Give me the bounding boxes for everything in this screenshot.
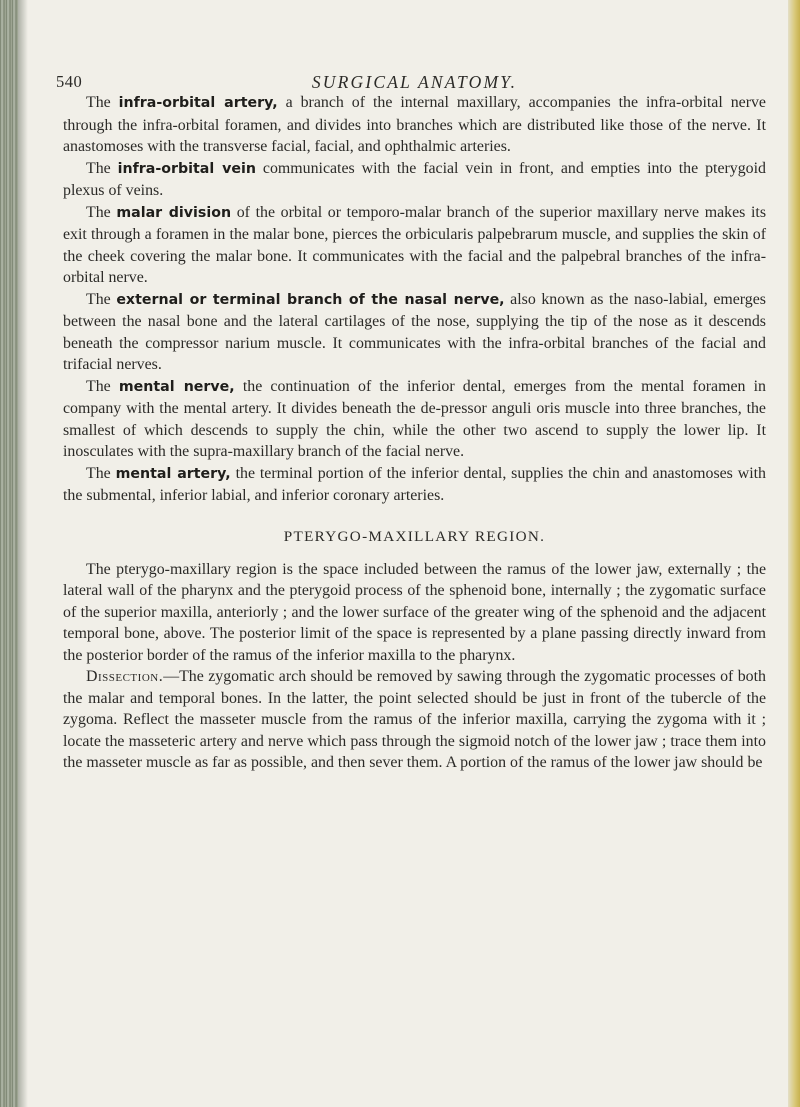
paragraph-malar-division [63,202,766,289]
running-title: SURGICAL ANATOMY. [311,72,518,92]
bold-term: external or terminal branch of the nasal nerve, [116,291,505,308]
bold-term: malar division [116,204,232,221]
paragraph-text: the terminal portion of the inferior dental, supplies the chin and anastomoses with the submental, inferior labial, and inferior coronary arteries. [63,464,767,504]
paragraph-lead: The [86,464,116,482]
paragraph-text: of the orbital or temporo-malar branch of the superior maxillary nerve makes its exit through a foramen in the malar bone, pierces the orbicularis palpebrarum muscle, and supplies the skin of the cheek covering the malar bone. It communicates with the facial and the palpebral branches of the infra-orbital nerve. [63,203,767,286]
page-header [56,72,766,94]
paragraph-mental-nerve [63,376,766,463]
paragraph-lead: The [86,290,117,308]
paragraph-mental-artery [63,463,766,507]
page-fore-edge [788,0,800,1107]
paragraph-nasal-nerve [63,289,766,376]
paragraph-text: also known as the naso-labial, emerges between the nasal bone and the lateral cartilages of the nose, supplying the tip of the nose as it descends beneath the compressor narium muscle. It communicates with the infra-orbital branches of the facial and trifacial nerves. [63,290,766,373]
paragraph-region-description: The pterygo-maxillary region is the space included between the ramus of the lower jaw, externally ; the lateral wall of the pharynx and the pterygoid process of the sphenoid bone, internally ; the zygomatic surface of the superior maxilla, anteriorly ; and the lower surface of the greater wing of the sphenoid and the adjacent temporal bone, above. The posterior limit of the space is represented by a plane passing directly inward from the posterior border of the ramus of the inferior maxilla to the pharynx. [63,560,766,664]
dissection-label: Dissection. [86,668,164,685]
bold-term: mental nerve, [118,378,235,395]
paragraph-text: a branch of the internal maxillary, accompanies the infra-orbital nerve through the infra-orbital foramen, and divides into branches which are distributed like those of the nerve. It anastomoses with the transverse facial, facial, and ophthalmic arteries. [63,94,766,155]
paragraph-lead: The [86,94,119,111]
paragraph-text: —The zygomatic arch should be removed by sawing through the zygomatic processes of both the malar and temporal bones. In the latter, the point selected should be just in front of the tubercle of the zygoma. Reflect the masseter muscle from the ramus of the inferior maxilla, carrying the zygoma with it ; locate the masseteric artery and nerve which pass through the sigmoid notch of the lower jaw ; trace them into the masseter muscle as far as possible, and then sever them. A portion of the ramus of the lower jaw should be [63,668,766,771]
paragraph-text: the continuation of the inferior dental, emerges from the mental foramen in company with the mental artery. It divides beneath the de-pressor anguli oris muscle into three branches, the smallest of which descends to supply the chin, while the other two ascend to supply the lower lip. It inosculates with the supra-maxillary branch of the facial nerve. [63,377,766,460]
page-number: 540 [56,72,83,91]
bold-term: infra-orbital artery, [118,95,278,111]
bold-term: mental artery, [115,465,231,482]
book-page [56,72,767,774]
paragraph-infra-orbital-artery [63,92,766,158]
bold-term: infra-orbital vein [117,160,256,177]
paragraph-lead: The [86,203,117,221]
paragraph-text: communicates with the facial vein in front, and empties into the pterygoid plexus of veins. [63,159,766,199]
paragraph-lead: The [86,377,119,395]
paragraph-infra-orbital-vein [63,158,766,202]
book-binding-edge [0,0,18,1107]
paragraph-dissection [63,666,766,774]
section-heading: PTERYGO-MAXILLARY REGION. [283,527,546,545]
paragraph-lead: The [86,159,118,177]
